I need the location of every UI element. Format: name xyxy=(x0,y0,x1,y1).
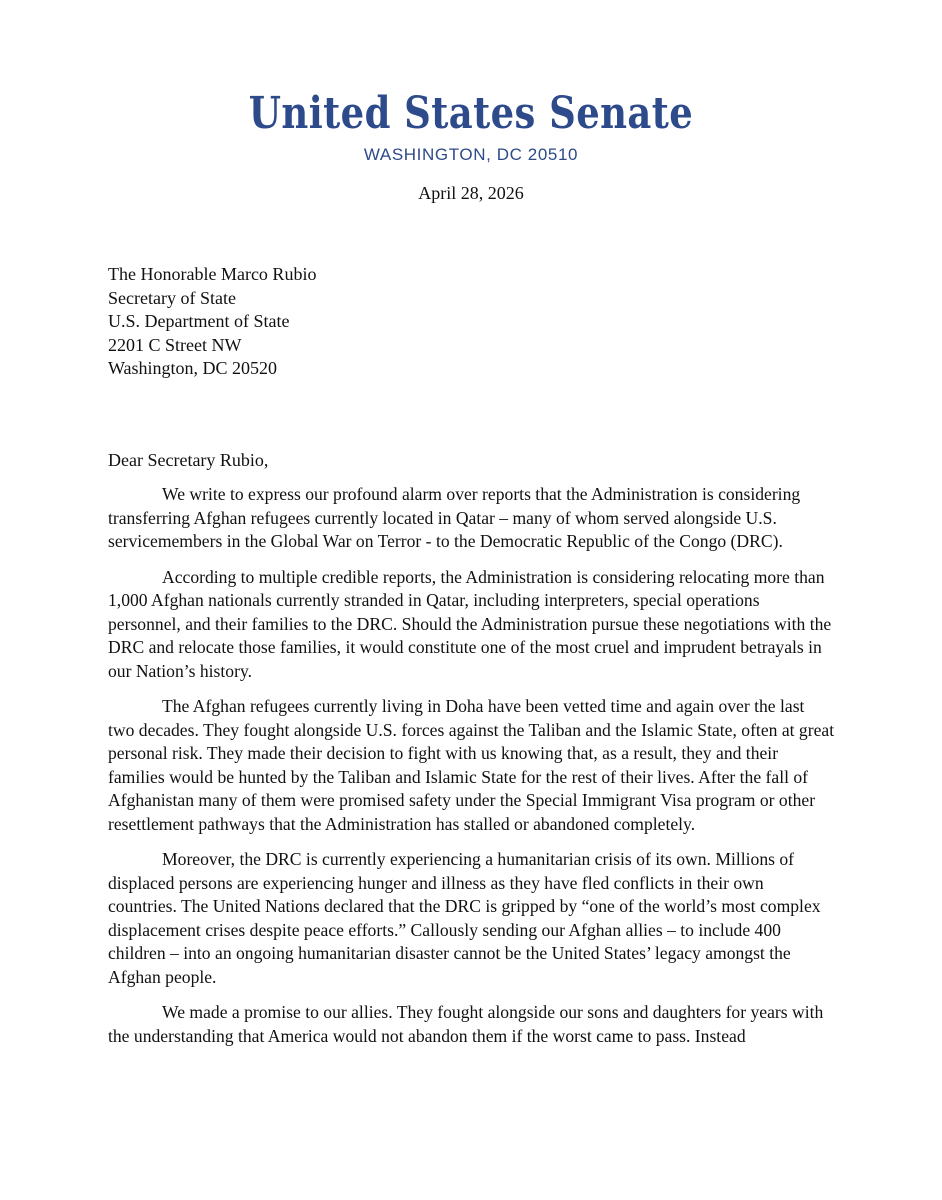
recipient-name: The Honorable Marco Rubio xyxy=(108,264,317,284)
recipient-address xyxy=(108,263,316,381)
letterhead xyxy=(0,88,942,165)
body-paragraph: According to multiple credible reports, the Administration is considering relocating more than 1,000 Afghan nationals currently stranded in Qatar, including interpreters, special operations personnel, and their families to the DRC. Should the Administration pursue these negotiations with the DRC and relocate those families, it would constitute one of the most cruel and imprudent betrayals in our Nation’s history. xyxy=(108,566,832,681)
senate-wordmark: United States Senate xyxy=(248,88,694,139)
letter-date: April 28, 2026 xyxy=(418,183,524,203)
body-paragraph: The Afghan refugees currently living in Doha have been vetted time and again over the last two decades. They fought alongside U.S. forces against the Taliban and the Islamic State, often at great personal risk. They made their decision to fight with us knowing that, as a result, they and their families would be hunted by the Taliban and Islamic State for the rest of their lives. After the fall of Afghanistan many of them were promised safety under the Special Immigrant Visa program or other resettlement pathways that the Administration has stalled or abandoned completely. xyxy=(108,696,835,834)
body-paragraph: We write to express our profound alarm over reports that the Administration is considering transferring Afghan refugees currently located in Qatar – many of whom served alongside U.S. servicemembers in the Global War on Terror - to the Democratic Republic of the Congo (DRC). xyxy=(108,484,801,551)
recipient-title: Secretary of State xyxy=(108,287,236,308)
body-paragraph: Moreover, the DRC is currently experiencing a humanitarian crisis of its own. Millions of displaced persons are experiencing hunger and illness as they have fled conflicts in their own countries. The United Nations declared that the DRC is gripped by “one of the world’s most complex displacement crises despite peace efforts.” Callously sending our Afghan allies – to include 400 children – into an ongoing humanitarian disaster cannot be the United States’ legacy amongst the Afghan people. xyxy=(108,849,821,987)
recipient-city: Washington, DC 20520 xyxy=(108,358,278,378)
salutation: Dear Secretary Rubio, xyxy=(108,450,269,470)
recipient-street: 2201 C Street NW xyxy=(108,334,242,355)
letter-body xyxy=(108,483,835,1060)
body-paragraph: We made a promise to our allies. They fought alongside our sons and daughters for years with the understanding that America would not abandon them if the worst came to pass. Instead xyxy=(108,1002,824,1046)
senate-address: WASHINGTON, DC 20510 xyxy=(363,145,579,164)
recipient-department: U.S. Department of State xyxy=(108,311,290,331)
